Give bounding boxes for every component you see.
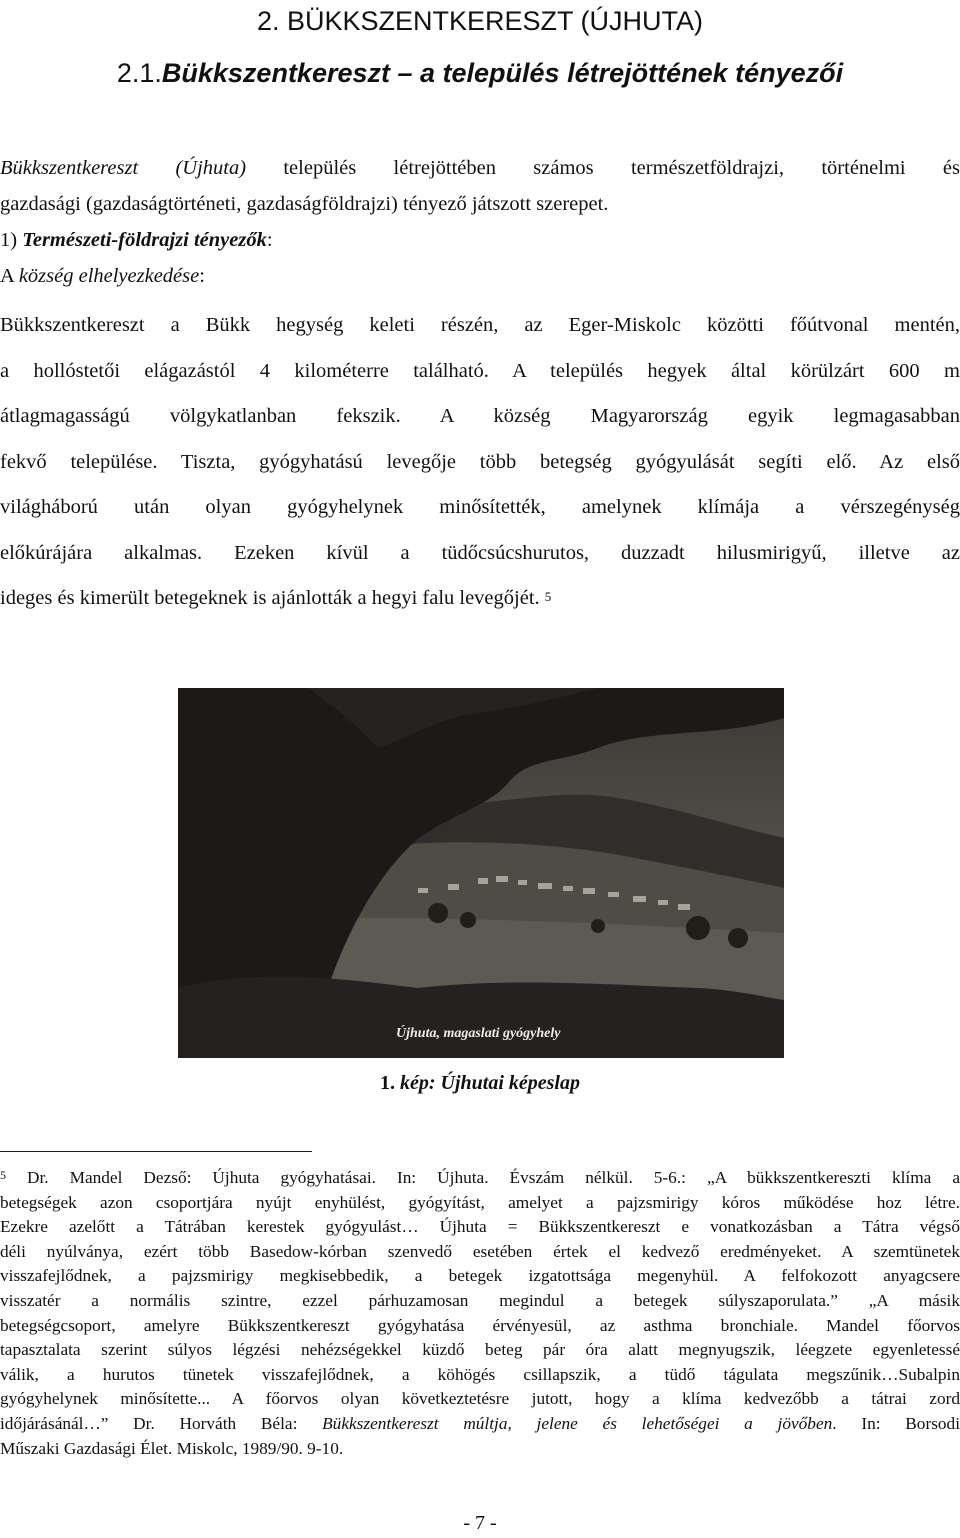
intro-italic: Bükkszentkereszt (Újhuta): [0, 157, 247, 179]
paragraph-line: átlagmagasságú völgykatlanban fekszik. A község Magyarország egyik legmagasabban: [0, 405, 960, 427]
paragraph-line: a hollóstetői elágazástól 4 kilométerre található. A település hegyek által körülzárt 600 m: [0, 359, 960, 382]
footnote-line: Ezekre azelőtt a Tátrában kerestek gyógyulást… Újhuta = Bükkszentkereszt e vonatkozásban a Tátra végső: [0, 1217, 960, 1237]
footnote-line: tapasztalata szerint súlyos légzési nehézségekkel küzdő beteg pár óra alatt megnyugszik, léegzete egyenletessé: [0, 1340, 960, 1360]
footnote-line: válik, a hurutos tünetek visszafejlődnek, a köhögés csillapszik, a tüdő tágulata megszűnik…Subalpin: [0, 1364, 960, 1384]
section-1-prefix: 1): [0, 229, 23, 251]
figure-caption: [0, 1072, 960, 1095]
footnote-line: visszatér a normális szintre, ezzel párhuzamosan megindul a betegek súlyszaporulata.” „A másik: [0, 1290, 960, 1310]
subheading-location: [0, 258, 960, 294]
section-1-suffix: :: [266, 229, 273, 251]
footnote-marker: 5: [0, 1168, 6, 1182]
paragraph-line: Bükkszentkereszt a Bükk hegység keleti részén, az Eger-Miskolc közötti főútvonal mentén,: [0, 314, 960, 336]
footnote-reference[interactable]: 5: [544, 589, 552, 604]
footnote-cited-title: Bükkszentkereszt múltja, jelene és lehetőségei a jövőben: [322, 1413, 833, 1433]
intro-line-1: [0, 150, 960, 186]
subheading-prefix: A: [0, 265, 19, 287]
paragraph-line: fekvő települése. Tiszta, gyógyhatású levegője több betegség gyógyulását segíti elő. Az első: [0, 450, 960, 473]
body-text: [0, 150, 960, 622]
figure-number: 1.: [380, 1072, 395, 1094]
footnote-separator: [0, 1151, 312, 1152]
chapter-title: 2. BÜKKSZENTKERESZT (ÚJHUTA): [256, 6, 704, 36]
section-number: 2.1.: [116, 58, 162, 88]
subheading-title: község elhelyezkedése: [18, 265, 200, 287]
footnote-line-11-end: . In: Borsodi: [832, 1413, 960, 1433]
footnote-line: déli nyúlványa, ezért több Basedow-kórban szenvedő esetében értek el kedvező eredményeket. A szemtünetek: [0, 1241, 960, 1261]
section-1-title: Természeti-földrajzi tényezők: [22, 229, 267, 251]
subheading-suffix: :: [199, 265, 205, 287]
figure-caption-text: kép: Újhutai képeslap: [395, 1072, 580, 1094]
paragraph-last-text: ideges és kimerült betegeknek is ajánlották a hegyi falu levegőjét.: [0, 587, 545, 609]
intro-line-1-rest: település létrejöttében számos természetföldrajzi, történelmi és: [246, 157, 960, 179]
page-number: - 7 -: [463, 1512, 497, 1534]
section-title: [0, 56, 960, 90]
footnote-line: Műszaki Gazdasági Élet. Miskolc, 1989/90. 9-10.: [0, 1438, 344, 1458]
footnote-line: [0, 1412, 960, 1437]
footnote-line: betegségek azon csoportjára nyújt enyhülést, gyógyítást, amelyet a pajzsmirigy kóros működése hoz létre.: [0, 1192, 960, 1212]
footnote-line-11-start: időjárásánál…” Dr. Horváth Béla:: [0, 1413, 323, 1433]
footnote-line-1: Dr. Mandel Dezső: Újhuta gyógyhatásai. In: Újhuta. Évszám nélkül. 5-6.: „A bükkszentkereszti klíma a: [6, 1168, 960, 1187]
postcard-photo: [178, 688, 784, 1058]
intro-line-2: gazdasági (gazdaságtörténeti, gazdaságföldrajzi) tényező játszott szerepet.: [0, 193, 609, 215]
footnote-line: visszafejlődnek, a pajzsmirigy megkisebbedik, a betegek izgatottsága megenyhül. A felfokozott anyagcsere: [0, 1266, 960, 1286]
footnote-line: gyógyhelynek minősítette... A főorvos olyan következtetésre jutott, hogy a klíma kedvezőbb a tátrai zord: [0, 1389, 960, 1409]
postcard-illustration: [178, 688, 784, 1058]
section-title-text: Bükkszentkereszt – a település létrejöttének tényezői: [161, 58, 844, 88]
section-1-heading: [0, 222, 960, 258]
footnote-line: betegségcsoport, amelyre Bükkszentkereszt gyógyhatása érvényesül, az asthma bronchiale. Mandel főorvos: [0, 1315, 960, 1335]
footnote-line: [0, 1166, 960, 1191]
footnote: [0, 1166, 960, 1461]
postcard-inscription: Újhuta, magaslati gyógyhely: [396, 1026, 561, 1041]
paragraph-last-line: [0, 576, 960, 622]
paragraph-line: világháború után olyan gyógyhelynek minősítették, amelynek klímája a vérszegénység: [0, 496, 960, 518]
paragraph-line: előkúrájára alkalmas. Ezeken kívül a tüdőcsúcshurutos, duzzadt hilusmirigyű, illetve az: [0, 541, 960, 564]
